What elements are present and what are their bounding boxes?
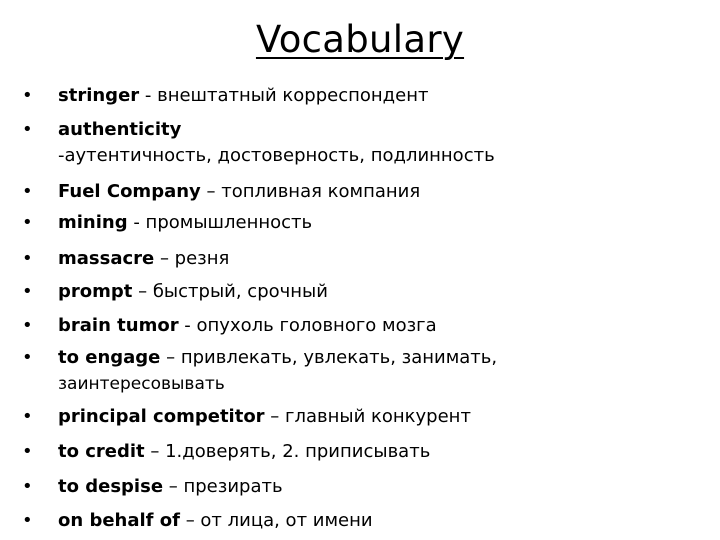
vocab-term: stringer xyxy=(58,85,140,106)
bullet-icon: • xyxy=(22,315,33,336)
vocab-definition: – привлекать, увлекать, занимать, xyxy=(160,347,498,368)
vocab-term: Fuel Company xyxy=(58,181,201,202)
vocab-definition: - внештатный корреспондент xyxy=(139,85,429,106)
vocab-definition: - опухоль головного мозга xyxy=(178,315,437,336)
vocab-definition: – 1.доверять, 2. приписывать xyxy=(144,441,431,462)
vocab-term: brain tumor xyxy=(58,315,179,336)
vocab-term: prompt xyxy=(58,281,133,302)
vocab-term: principal competitor xyxy=(58,406,265,427)
bullet-icon: • xyxy=(22,476,33,497)
vocab-term: to despise xyxy=(58,476,164,497)
bullet-icon: • xyxy=(22,181,33,202)
bullet-icon: • xyxy=(22,441,33,462)
bullet-icon: • xyxy=(22,85,33,106)
slide-title: Vocabulary xyxy=(255,18,465,61)
vocab-definition: – презирать xyxy=(163,476,283,497)
vocab-definition: – быстрый, срочный xyxy=(132,281,328,302)
vocab-term: on behalf of xyxy=(58,510,180,531)
vocab-term: to credit xyxy=(58,441,145,462)
vocab-term: authenticity xyxy=(58,119,182,140)
vocab-term: mining xyxy=(58,212,128,233)
bullet-icon: • xyxy=(22,119,33,140)
vocab-definition: – резня xyxy=(154,248,230,269)
vocab-definition: – топливная компания xyxy=(200,181,421,202)
vocab-term: to engage xyxy=(58,347,161,368)
bullet-icon: • xyxy=(22,347,33,368)
bullet-icon: • xyxy=(22,248,33,269)
vocab-definition-continued: -аутентичность, достоверность, подлинность xyxy=(58,145,495,166)
bullet-icon: • xyxy=(22,510,33,531)
bullet-icon: • xyxy=(22,406,33,427)
vocab-definition: – главный конкурент xyxy=(264,406,471,427)
bullet-icon: • xyxy=(22,281,33,302)
vocab-definition-continued: заинтересовывать xyxy=(58,374,225,394)
vocab-term: massacre xyxy=(58,248,155,269)
vocab-definition: – от лица, от имени xyxy=(179,510,373,531)
bullet-icon: • xyxy=(22,212,33,233)
vocab-definition: - промышленность xyxy=(127,212,313,233)
